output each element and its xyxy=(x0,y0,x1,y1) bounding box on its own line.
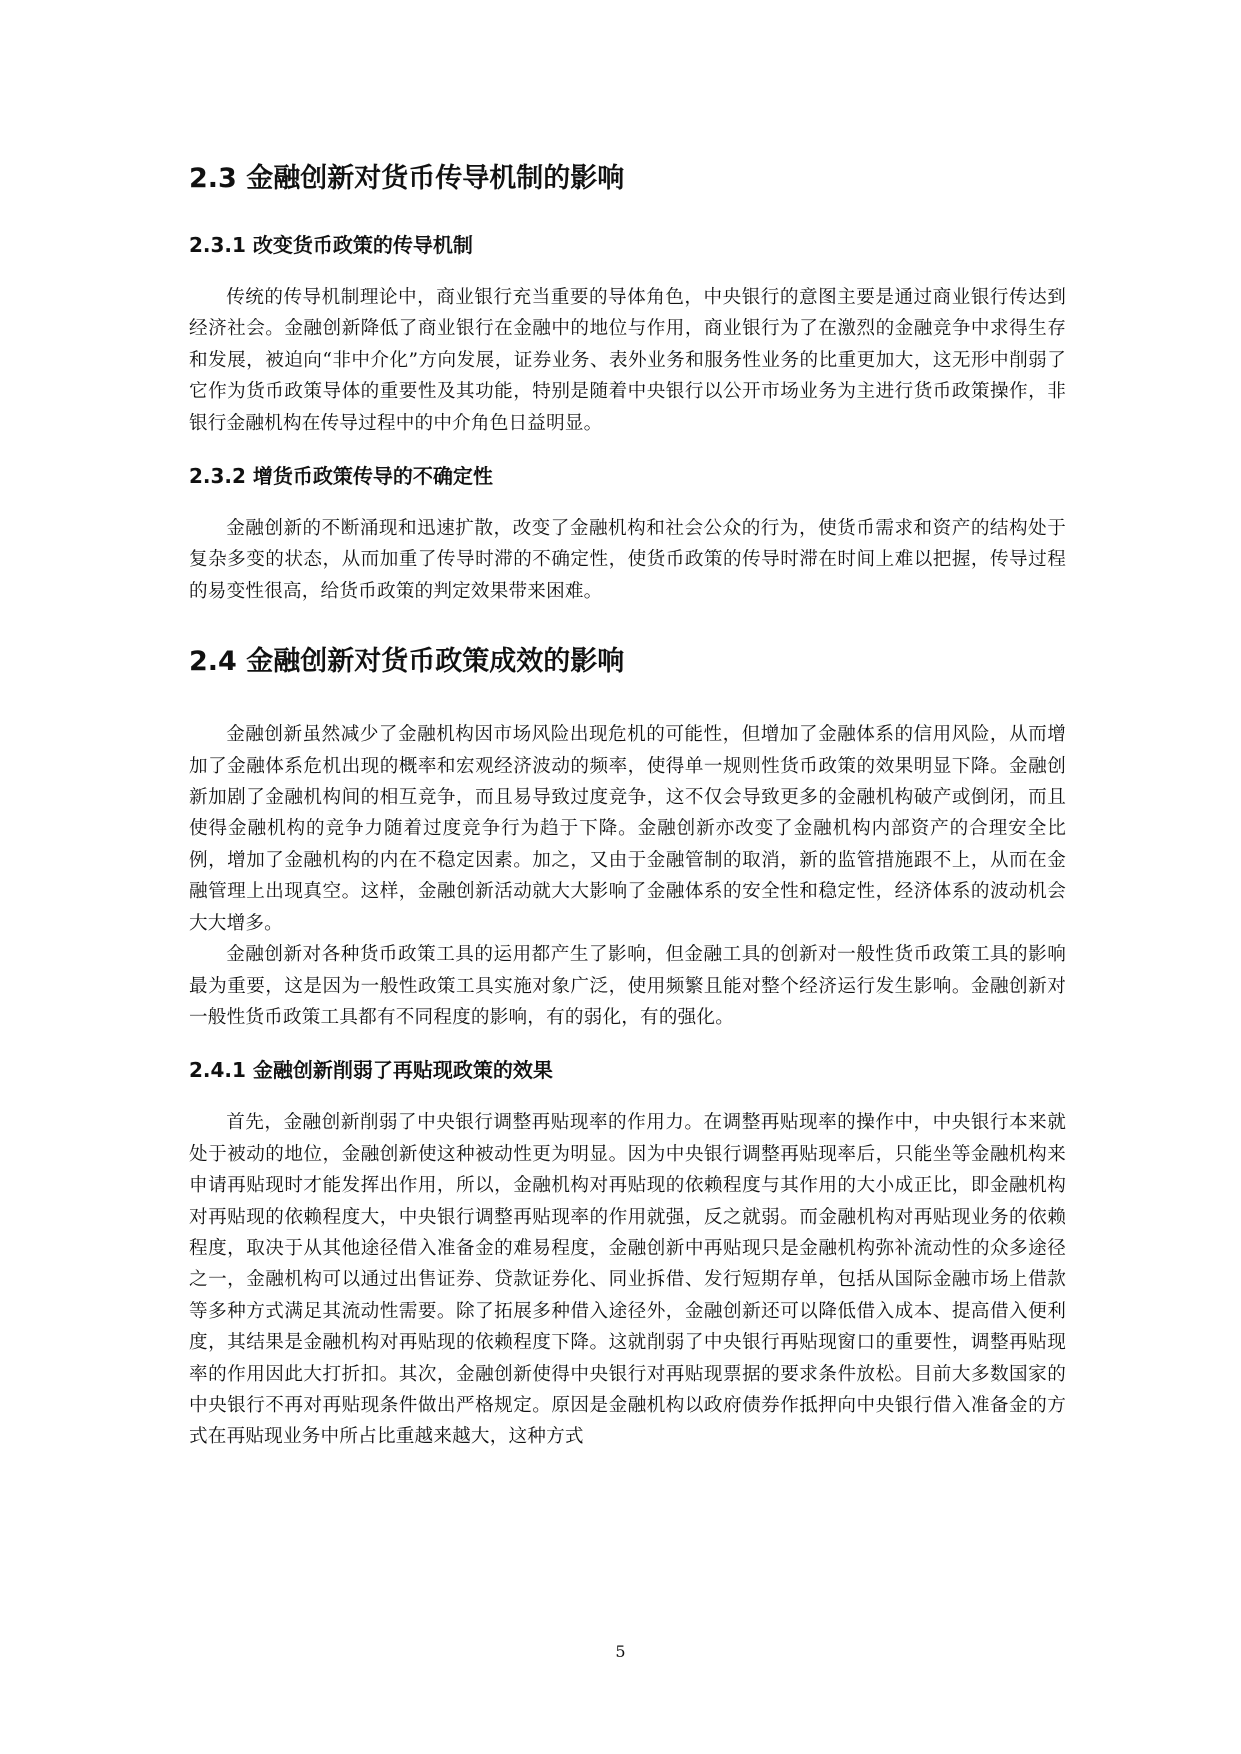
paragraph-2-3-2: 金融创新的不断涌现和迅速扩散，改变了金融机构和社会公众的行为，使货币需求和资产的结构处于复杂多变的状态，从而加重了传导时滞的不确定性，使货币政策的传导时滞在时间上难以把握，传导过程的易变性很高，给货币政策的判定效果带来困难。 xyxy=(189,518,1066,602)
paragraph-2-4-b: 金融创新对各种货币政策工具的运用都产生了影响，但金融工具的创新对一般性货币政策工具的影响最为重要，这是因为一般性政策工具实施对象广泛，使用频繁且能对整个经济运行发生影响。金融创新对一般性货币政策工具都有不同程度的影响，有的弱化，有的强化。 xyxy=(189,944,1066,1028)
paragraph-2-3-1: 传统的传导机制理论中，商业银行充当重要的导体角色，中央银行的意图主要是通过商业银行传达到经济社会。金融创新降低了商业银行在金融中的地位与作用，商业银行为了在激烈的金融竞争中求得生存和发展，被迫向“非中介化”方向发展，证券业务、表外业务和服务性业务的比重更加大，这无形中削弱了它作为货币政策导体的重要性及其功能，特别是随着中央银行以公开市场业务为主进行货币政策操作，非银行金融机构在传导过程中的中介角色日益明显。 xyxy=(189,287,1066,434)
paragraph-2-4-a: 金融创新虽然减少了金融机构因市场风险出现危机的可能性，但增加了金融体系的信用风险，从而增加了金融体系危机出现的概率和宏观经济波动的频率，使得单一规则性货币政策的效果明显下降。金融创新加剧了金融机构间的相互竞争，而且易导致过度竞争，这不仅会导致更多的金融机构破产或倒闭，而且使得金融机构的竞争力随着过度竞争行为趋于下降。金融创新亦改变了金融机构内部资产的合理安全比例，增加了金融机构的内在不稳定因素。加之，又由于金融管制的取消，新的监管措施跟不上，从而在金融管理上出现真空。这样，金融创新活动就大大影响了金融体系的安全性和稳定性，经济体系的波动机会大大增多。 xyxy=(189,724,1066,934)
subsection-heading-2-3-2: 2.3.2 增货币政策传导的不确定性 xyxy=(189,464,493,489)
page-number: 5 xyxy=(615,1642,626,1661)
subsection-heading-2-4-1: 2.4.1 金融创新削弱了再贴现政策的效果 xyxy=(189,1058,553,1083)
section-heading-2-4: 2.4 金融创新对货币政策成效的影响 xyxy=(189,646,625,678)
paragraph-2-4-1: 首先，金融创新削弱了中央银行调整再贴现率的作用力。在调整再贴现率的操作中，中央银行本来就处于被动的地位，金融创新使这种被动性更为明显。因为中央银行调整再贴现率后，只能坐等金融机构来申请再贴现时才能发挥出作用，所以，金融机构对再贴现的依赖程度与其作用的大小成正比，即金融机构对再贴现的依赖程度大，中央银行调整再贴现率的作用就强，反之就弱。而金融机构对再贴现业务的依赖程度，取决于从其他途径借入准备金的难易程度，金融创新中再贴现只是金融机构弥补流动性的众多途径之一，金融机构可以通过出售证券、贷款证券化、同业拆借、发行短期存单，包括从国际金融市场上借款等多种方式满足其流动性需要。除了拓展多种借入途径外，金融创新还可以降低借入成本、提高借入便利度，其结果是金融机构对再贴现的依赖程度下降。这就削弱了中央银行再贴现窗口的重要性，调整再贴现率的作用因此大打折扣。其次，金融创新使得中央银行对再贴现票据的要求条件放松。目前大多数国家的中央银行不再对再贴现条件做出严格规定。原因是金融机构以政府债券作抵押向中央银行借入准备金的方式在再贴现业务中所占比重越来越大，这种方式 xyxy=(189,1112,1066,1448)
subsection-heading-2-3-1: 2.3.1 改变货币政策的传导机制 xyxy=(189,233,473,257)
section-heading-2-3: 2.3 金融创新对货币传导机制的影响 xyxy=(189,163,625,194)
page-content xyxy=(189,160,1066,1453)
